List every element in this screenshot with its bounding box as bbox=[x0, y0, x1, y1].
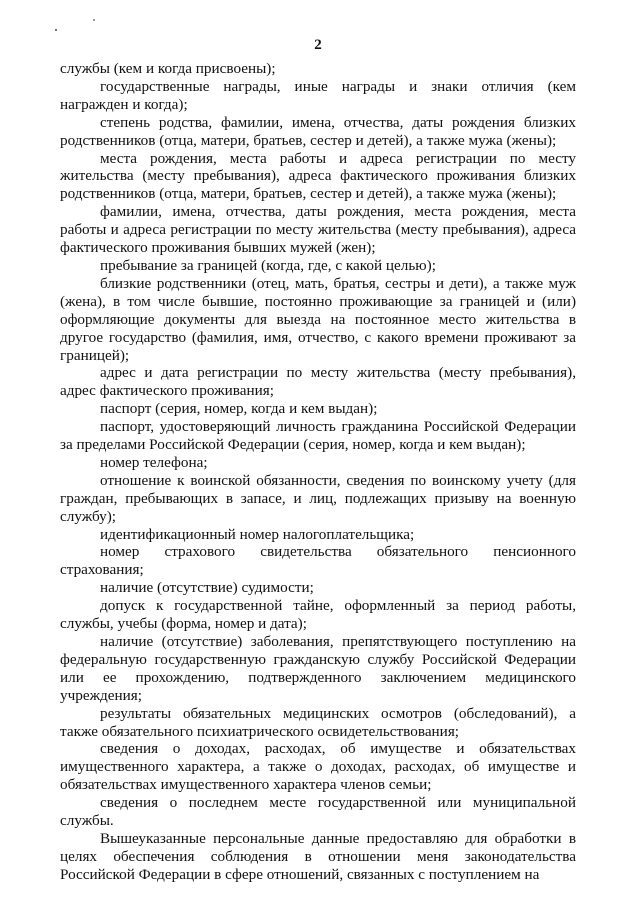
scan-speck bbox=[55, 29, 57, 31]
paragraph: службы (кем и когда присвоены); bbox=[60, 60, 276, 77]
paragraph: Вышеуказанные персональные данные предоставляю для обработки в целях обеспечения соблюдения в отношении меня законодательства Российской Федерации в сфере отношений, связанных с поступлением на bbox=[60, 829, 576, 883]
paragraph: номер страхового свидетельства обязательного пенсионного страхования; bbox=[60, 543, 576, 579]
document-body bbox=[60, 60, 576, 884]
paragraph: степень родства, фамилии, имена, отчества, даты рождения близких родственников (отца, матери, братьев, сестер и детей), а также мужа (жены); bbox=[60, 113, 576, 149]
scan-speck bbox=[93, 19, 95, 21]
paragraph: паспорт, удостоверяющий личность гражданина Российской Федерации за пределами Российской Федерации (серия, номер, когда и кем выдан); bbox=[60, 418, 576, 454]
paragraph: сведения о доходах, расходах, об имуществе и обязательствах имущественного характера, а также о доходах, расходах, об имуществе и обязательствах имущественного характера членов семьи; bbox=[60, 740, 576, 794]
paragraph: паспорт (серия, номер, когда и кем выдан); bbox=[100, 400, 378, 418]
paragraph: пребывание за границей (когда, где, с какой целью); bbox=[100, 256, 436, 274]
paragraph: наличие (отсутствие) заболевания, препятствующего поступлению на федеральную государственную гражданскую службу Российской Федерации или ее прохождению, подтвержденного заключением медицинского учреждения; bbox=[60, 633, 576, 704]
paragraph: идентификационный номер налогоплательщика; bbox=[100, 525, 415, 543]
paragraph: наличие (отсутствие) судимости; bbox=[100, 579, 314, 597]
paragraph: номер телефона; bbox=[100, 453, 208, 471]
paragraph: сведения о последнем месте государственной или муниципальной службы. bbox=[60, 794, 576, 830]
page-number: 2 bbox=[314, 37, 322, 53]
paragraph: фамилии, имена, отчества, даты рождения, места рождения, места работы и адреса регистрации по месту жительства (месту пребывания), адреса фактического проживания бывших мужей (жен); bbox=[60, 203, 576, 257]
paragraph: отношение к воинской обязанности, сведения по воинскому учету (для граждан, пребывающих в запасе, и лиц, подлежащих призыву на военную службу); bbox=[60, 471, 576, 525]
paragraph: государственные награды, иные награды и знаки отличия (кем награжден и когда); bbox=[60, 77, 576, 113]
paragraph: места рождения, места работы и адреса регистрации по месту жительства (месту пребывания), адреса фактического проживания близких родственников (отца, матери, братьев, сестер и детей), а также мужа (жены); bbox=[60, 149, 576, 203]
paragraph: близкие родственники (отец, мать, братья, сестры и дети), а также муж (жена), в том числе бывшие, постоянно проживающие за границей и (или) оформляющие документы для выезда на постоянное место жительства в другое государство (фамилия, имя, отчество, с какого времени проживают за границей); bbox=[60, 274, 576, 364]
paragraph: адрес и дата регистрации по месту жительства (месту пребывания), адрес фактического проживания; bbox=[60, 364, 576, 400]
paragraph: допуск к государственной тайне, оформленный за период работы, службы, учебы (форма, номер и дата); bbox=[60, 597, 576, 633]
paragraph: результаты обязательных медицинских осмотров (обследований), а также обязательного психиатрического освидетельствования; bbox=[60, 704, 576, 740]
